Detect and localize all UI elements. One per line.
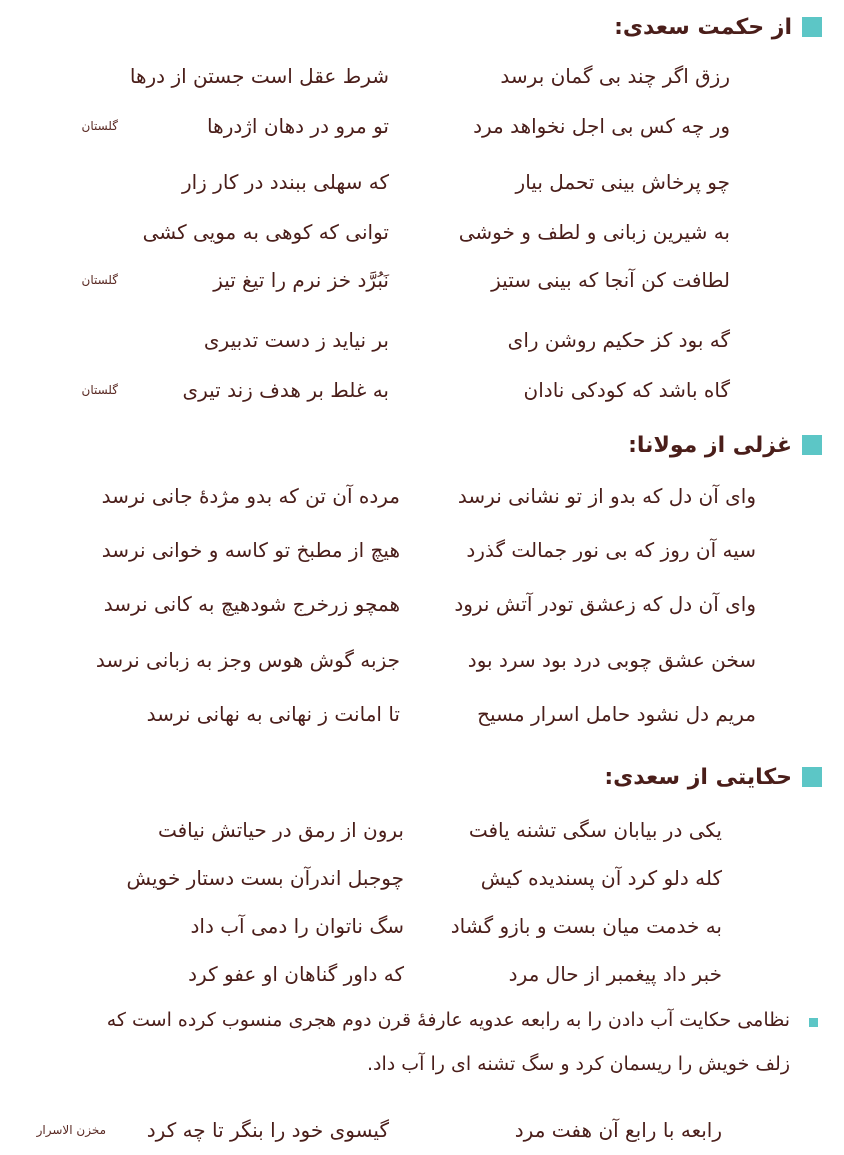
verse-row — [0, 1112, 844, 1148]
hemistich-1: وای آن دل که بدو از تو نشانی نرسد — [457, 484, 756, 508]
hemistich-2: نَبُرَّد خز نرم را تیغ تیز — [213, 268, 389, 292]
verse-row — [0, 696, 844, 732]
hemistich-1: خبر داد پیغمبر از حال مرد — [508, 962, 722, 986]
hemistich-1: چو پرخاش بینی تحمل بیار — [515, 170, 730, 194]
hemistich-1: وای آن دل که زعشق تودر آتش نرود — [454, 592, 756, 616]
verse-row — [0, 642, 844, 678]
hemistich-2: بر نیاید ز دست تدبیری — [203, 328, 389, 352]
verse-row — [0, 322, 844, 358]
hemistich-1: کله دلو کرد آن پسندیده کیش — [480, 866, 722, 890]
hemistich-2: که داور گناهان او عفو کرد — [188, 962, 404, 986]
verse-row — [0, 262, 844, 298]
hemistich-1: گاه باشد که کودکی نادان — [523, 378, 730, 402]
hemistich-2: سگ ناتوان را دمی آب داد — [190, 914, 404, 938]
source-label: گلستان — [81, 383, 118, 397]
square-bullet-icon — [802, 17, 822, 37]
hemistich-2: برون از رمق در حیاتش نیافت — [157, 818, 404, 842]
verse-row — [0, 586, 844, 622]
verse-row — [0, 478, 844, 514]
hemistich-1: به شیرین زبانی و لطف و خوشی — [458, 220, 730, 244]
hemistich-1: رزق اگر چند بی گمان برسد — [500, 64, 730, 88]
source-label: مخزن الاسرار — [36, 1123, 106, 1137]
square-bullet-icon — [802, 435, 822, 455]
small-square-bullet-icon — [809, 1018, 818, 1027]
hemistich-2: شرط عقل است جستن از درها — [129, 64, 389, 88]
hemistich-2: به غلط بر هدف زند تیری — [182, 378, 389, 402]
hemistich-1: گه بود کز حکیم روشن رای — [507, 328, 730, 352]
verse-row — [0, 372, 844, 408]
verse-row — [0, 108, 844, 144]
hemistich-1: یکی در بیابان سگی تشنه یافت — [468, 818, 722, 842]
verse-row — [0, 58, 844, 94]
section-title-text: از حکمت سعدی: — [614, 14, 792, 40]
verse-row — [0, 860, 844, 896]
hemistich-2: چوجبل اندرآن بست دستار خویش — [126, 866, 404, 890]
section-title-saadi-story — [604, 760, 822, 794]
hemistich-2: جزبه گوش هوس وجز به زبانی نرسد — [95, 648, 400, 672]
verse-row — [0, 956, 844, 992]
hemistich-2: مرده آن تن که بدو مژدهٔ جانی نرسد — [101, 484, 400, 508]
hemistich-1: لطافت کن آنجا که بینی ستیز — [491, 268, 730, 292]
hemistich-2: هیچ از مطبخ تو کاسه و خوانی نرسد — [101, 538, 400, 562]
square-bullet-icon — [802, 767, 822, 787]
hemistich-2: تو مرو در دهان اژدرها — [207, 114, 389, 138]
hemistich-2: تا امانت ز نهانی به نهانی نرسد — [146, 702, 400, 726]
source-label: گلستان — [81, 273, 118, 287]
source-label: گلستان — [81, 119, 118, 133]
prose-note — [18, 998, 818, 1086]
note-line-1: نظامی حکایت آب دادن را به رابعه عدویه عارفهٔ قرن دوم هجری منسوب کرده است که — [106, 1009, 790, 1031]
verse-row — [0, 164, 844, 200]
hemistich-1: سخن عشق چوبی درد بود سرد بود — [467, 648, 756, 672]
hemistich-2: گیسوی خود را بنگر تا چه کرد — [146, 1118, 389, 1142]
hemistich-1: رابعه با رابع آن هفت مرد — [514, 1118, 722, 1142]
verse-row — [0, 532, 844, 568]
section-title-text: غزلی از مولانا: — [628, 432, 792, 458]
verse-row — [0, 214, 844, 250]
hemistich-1: مریم دل نشود حامل اسرار مسیح — [477, 702, 756, 726]
hemistich-2: همچو زرخرج شودهیچ به کانی نرسد — [103, 592, 400, 616]
hemistich-1: به خدمت میان بست و بازو گشاد — [450, 914, 722, 938]
hemistich-2: که سهلی ببندد در کار زار — [181, 170, 389, 194]
hemistich-1: ور چه کس بی اجل نخواهد مرد — [473, 114, 730, 138]
section-title-molana-ghazal — [628, 428, 822, 462]
verse-row — [0, 908, 844, 944]
section-title-saadi-wisdom — [614, 10, 822, 44]
verse-row — [0, 812, 844, 848]
note-line-2: زلف خویش را ریسمان کرد و سگ تشنه ای را آب داد. — [367, 1053, 790, 1075]
section-title-text: حکایتی از سعدی: — [604, 764, 792, 790]
hemistich-2: توانی که کوهی به مویی کشی — [142, 220, 389, 244]
hemistich-1: سیه آن روز که بی نور جمالت گذرد — [466, 538, 756, 562]
